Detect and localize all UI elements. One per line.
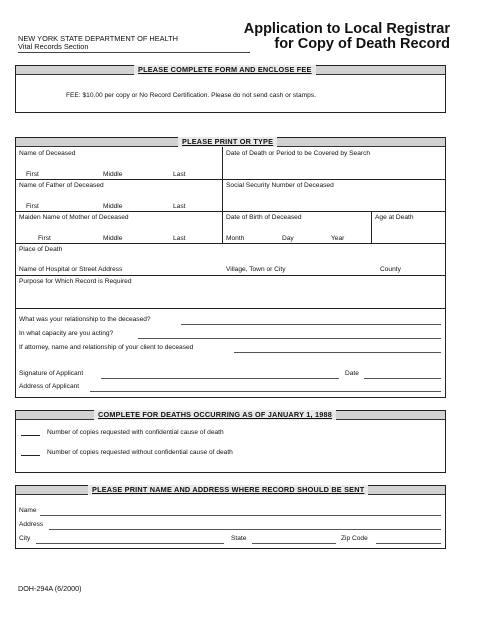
village-label: Village, Town or City xyxy=(226,266,286,273)
deaths-banner xyxy=(16,411,445,420)
fee-banner-label: PLEASE COMPLETE FORM AND ENCLOSE FEE xyxy=(134,65,316,75)
header-underline xyxy=(18,52,250,53)
print-banner xyxy=(16,138,445,147)
date-field[interactable] xyxy=(364,378,441,379)
name-of-deceased-label: Name of Deceased xyxy=(19,150,76,157)
mail-banner xyxy=(16,486,445,495)
row-divider xyxy=(16,179,445,180)
address-field[interactable] xyxy=(90,391,441,392)
with-cause-label: Number of copies requested with confidential cause of death xyxy=(47,429,224,436)
deceased-middle-label: Middle xyxy=(103,171,123,178)
column-divider xyxy=(371,211,372,243)
relationship-label: What was your relationship to the deceased? xyxy=(19,316,151,323)
father-middle-label: Middle xyxy=(103,203,123,210)
mail-zip-field[interactable] xyxy=(376,543,441,544)
hospital-label: Name of Hospital or Street Address xyxy=(19,266,123,273)
signature-field[interactable] xyxy=(101,378,339,379)
form-number: DOH-294A (6/2000) xyxy=(18,584,82,593)
county-label: County xyxy=(380,266,401,273)
date-of-birth-label: Date of Birth of Deceased xyxy=(226,214,302,221)
row-divider xyxy=(16,211,445,212)
capacity-label: In what capacity are you acting? xyxy=(19,330,114,337)
mail-city-label: City xyxy=(19,535,31,542)
father-first-label: First xyxy=(26,203,39,210)
mail-address-field[interactable] xyxy=(49,529,441,530)
attorney-label: If attorney, name and relationship of your client to deceased xyxy=(19,344,194,351)
address-label: Address of Applicant xyxy=(19,383,80,390)
date-label: Date xyxy=(345,370,359,377)
deaths-banner-label: COMPLETE FOR DEATHS OCCURRING AS OF JANUARY 1, 1988 xyxy=(94,410,336,420)
deceased-first-label: First xyxy=(26,171,39,178)
fee-text: FEE: $10.00 per copy or No Record Certification. Please do not send cash or stamps. xyxy=(66,92,316,99)
row-divider xyxy=(16,275,445,276)
ssn-label: Social Security Number of Deceased xyxy=(226,182,334,189)
row-divider xyxy=(16,308,445,309)
column-divider xyxy=(222,147,223,243)
mail-address-label: Address xyxy=(19,521,44,528)
attorney-field[interactable] xyxy=(234,352,441,353)
mother-first-label: First xyxy=(38,235,51,242)
mail-state-field[interactable] xyxy=(252,543,336,544)
form-title-line1: Application to Local Registrar xyxy=(243,21,450,37)
age-at-death-label: Age at Death xyxy=(375,214,414,221)
mother-last-label: Last xyxy=(173,235,186,242)
signature-label: Signature of Applicant xyxy=(19,370,84,377)
deceased-last-label: Last xyxy=(173,171,186,178)
mail-name-label: Name xyxy=(19,507,37,514)
mail-zip-label: Zip Code xyxy=(341,535,368,542)
without-cause-count-field[interactable] xyxy=(21,455,40,456)
birth-month-label: Month xyxy=(226,235,245,242)
fee-section xyxy=(15,65,446,113)
maiden-name-mother-label: Maiden Name of Mother of Deceased xyxy=(19,214,129,221)
agency-name: NEW YORK STATE DEPARTMENT OF HEALTH xyxy=(18,34,179,43)
print-banner-label: PLEASE PRINT OR TYPE xyxy=(178,137,277,147)
relationship-field[interactable] xyxy=(181,324,441,325)
deaths-section xyxy=(15,410,446,473)
mail-banner-label: PLEASE PRINT NAME AND ADDRESS WHERE RECORD SHOULD BE SENT xyxy=(88,485,368,495)
without-cause-label: Number of copies requested without confidential cause of death xyxy=(47,449,233,456)
section-name: Vital Records Section xyxy=(18,42,89,51)
birth-day-label: Day xyxy=(282,235,294,242)
fee-banner xyxy=(16,66,445,75)
mail-city-field[interactable] xyxy=(36,543,224,544)
place-of-death-label: Place of Death xyxy=(19,246,63,253)
date-of-death-label: Date of Death or Period to be Covered by Search xyxy=(226,150,371,157)
with-cause-count-field[interactable] xyxy=(21,435,40,436)
row-divider xyxy=(16,243,445,244)
birth-year-label: Year xyxy=(331,235,345,242)
mother-middle-label: Middle xyxy=(103,235,123,242)
purpose-label: Purpose for Which Record is Required xyxy=(19,278,132,285)
mail-state-label: State xyxy=(231,535,247,542)
form-title-line2: for Copy of Death Record xyxy=(274,36,450,52)
mail-section xyxy=(15,485,446,549)
print-section xyxy=(15,137,446,398)
name-of-father-label: Name of Father of Deceased xyxy=(19,182,104,189)
father-last-label: Last xyxy=(173,203,186,210)
capacity-field[interactable] xyxy=(138,338,441,339)
mail-name-field[interactable] xyxy=(40,515,441,516)
